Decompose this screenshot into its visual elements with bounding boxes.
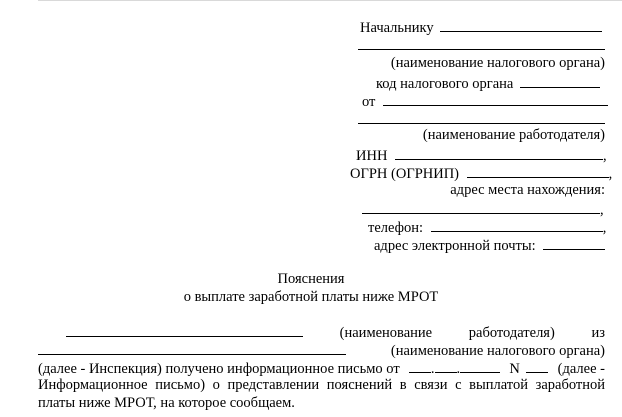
ogrn-label: ОГРН (ОГРНИП) xyxy=(350,166,460,182)
address-blank xyxy=(362,199,600,214)
body-line-3 xyxy=(38,358,605,378)
tax-authority-name-blank xyxy=(358,49,605,50)
address-comma: , xyxy=(600,202,604,218)
email-label: адрес электронной почты: xyxy=(374,238,536,254)
tax-authority-code-row xyxy=(376,73,600,93)
letter-date-sep-2: . xyxy=(456,361,461,377)
employer-name-hint: (наименование работодателя) xyxy=(422,127,605,143)
phone-label: телефон: xyxy=(368,220,424,236)
phone-row xyxy=(368,217,606,237)
inn-comma: , xyxy=(603,148,607,164)
body-line-2 xyxy=(38,340,605,360)
body-l1-a: (наименование xyxy=(339,325,433,341)
phone-blank xyxy=(431,217,603,232)
body-l1-b: работодателя) xyxy=(468,325,555,341)
inn-label: ИНН xyxy=(356,148,388,164)
phone-comma: , xyxy=(602,220,607,236)
body-l1-c: из xyxy=(591,325,605,341)
ogrn-row xyxy=(350,163,612,183)
tax-authority-name-hint: (наименование налогового органа) xyxy=(390,55,605,71)
ogrn-blank xyxy=(467,163,609,178)
tax-authority-code-label: код налогового органа xyxy=(376,76,514,92)
top-border xyxy=(38,0,622,1)
inn-row xyxy=(356,145,607,165)
employer-name-blank xyxy=(358,123,605,124)
address-label: адрес места нахождения: xyxy=(450,182,605,198)
body-l2-a: (наименование налогового органа) xyxy=(390,343,605,359)
body-line-4: Информационное письмо) о представлении пояснений в связи с выплатой заработной xyxy=(38,377,605,393)
letter-date-year-blank xyxy=(460,358,500,373)
document-title: Пояснения xyxy=(277,271,345,287)
letter-date xyxy=(409,358,500,378)
email-blank xyxy=(543,235,605,250)
from-row xyxy=(362,91,608,111)
from-label: от xyxy=(362,94,376,110)
email-row xyxy=(374,235,605,255)
from-blank xyxy=(383,91,608,106)
address-row xyxy=(362,199,604,219)
letter-date-day-blank xyxy=(409,358,431,373)
tax-authority-code-blank xyxy=(520,73,600,88)
letter-number-label: N xyxy=(509,361,520,377)
body-line-5: платы ниже МРОТ, на которое сообщаем. xyxy=(38,395,295,411)
letter-date-month-blank xyxy=(435,358,457,373)
letter-number xyxy=(509,358,548,378)
letter-date-sep-1: . xyxy=(430,361,435,377)
body-l3-b: (далее - xyxy=(557,361,605,377)
letter-number-blank xyxy=(526,358,548,373)
chief-label: Начальнику xyxy=(360,20,434,36)
body-line-1 xyxy=(38,322,605,342)
body-l3-a: (далее - Инспекция) получено информационное письмо от xyxy=(38,361,400,377)
ogrn-comma: , xyxy=(608,166,613,182)
inn-blank xyxy=(395,145,603,160)
chief-name-blank xyxy=(440,17,602,32)
chief-row xyxy=(360,17,602,37)
employer-blank xyxy=(66,322,303,337)
tax-authority-blank xyxy=(38,340,346,355)
document-subtitle: о выплате заработной платы ниже МРОТ xyxy=(183,289,439,305)
